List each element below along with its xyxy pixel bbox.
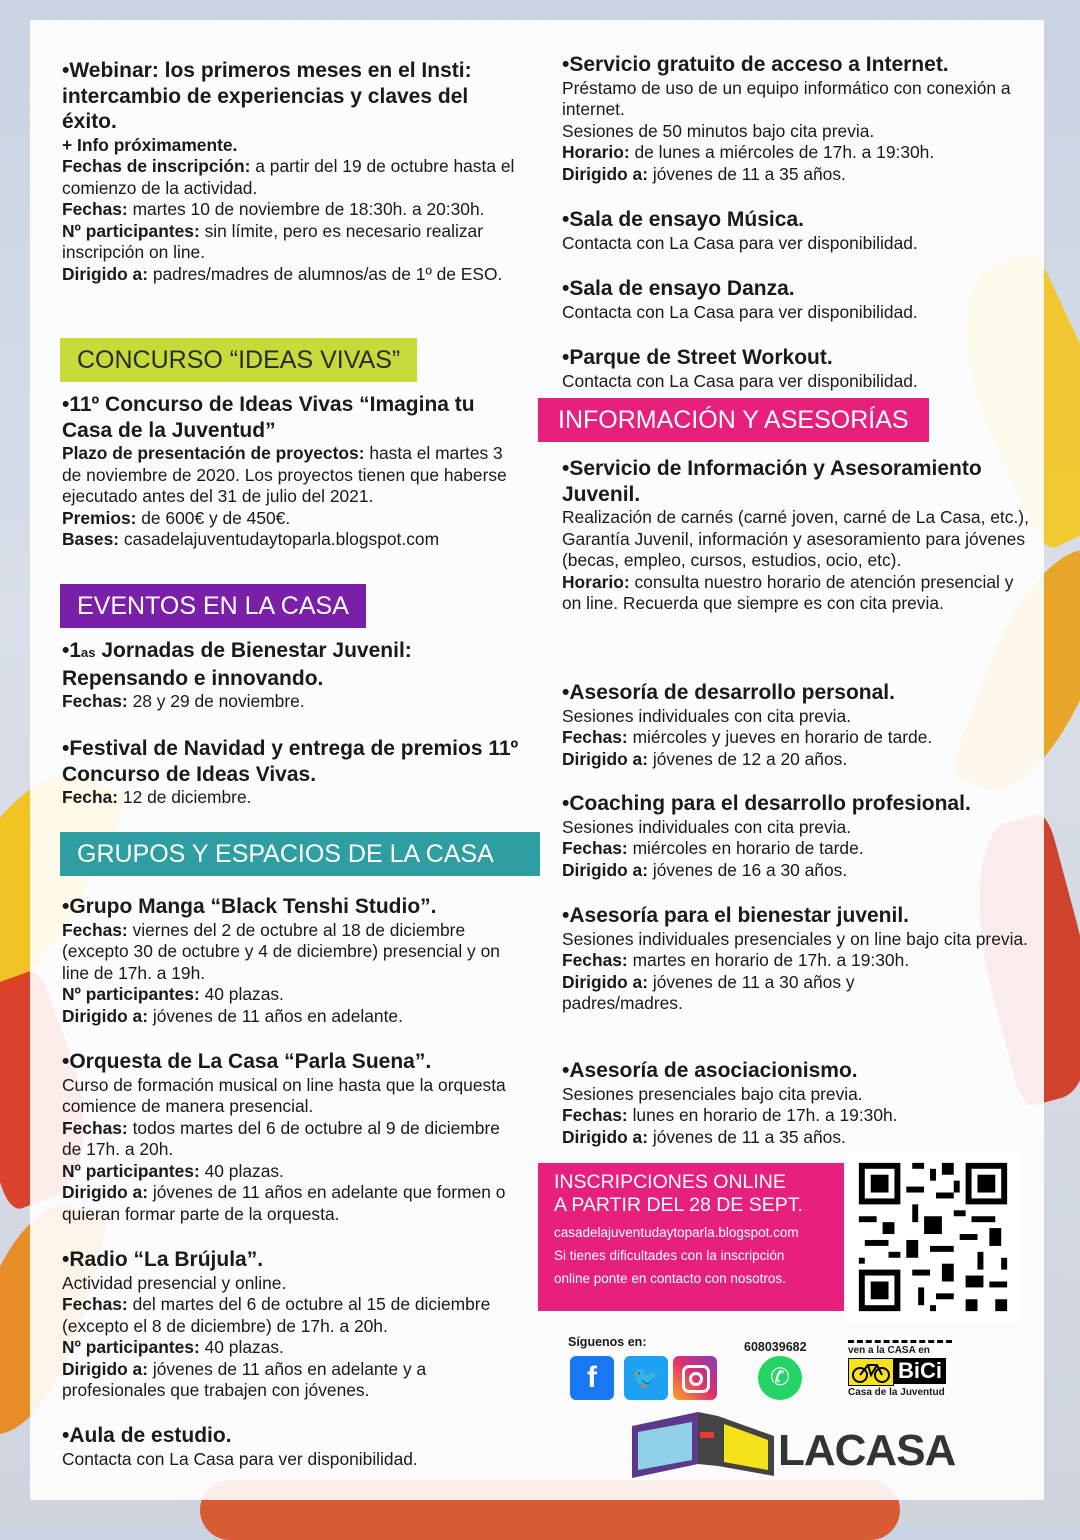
bienestar-intro: Sesiones individuales presenciales y on line bajo cita previa.	[562, 928, 1028, 949]
orquesta-line: Dirigido a: jóvenes de 11 años en adelante que formen o quieran formar parte de la orquesta.	[62, 1182, 506, 1224]
personal-line: Fechas: miércoles y jueves en horario de tarde.	[562, 727, 933, 747]
bienestar-line: Fechas: martes en horario de 17h. a 19:30h.	[562, 950, 910, 970]
orquesta-block	[62, 1049, 522, 1225]
registration-box	[538, 1163, 844, 1311]
musica-intro: Contacta con La Casa para ver disponibilidad.	[562, 232, 918, 253]
street-intro: Contacta con La Casa para ver disponibilidad.	[562, 370, 918, 391]
internet-intro2: Sesiones de 50 minutos bajo cita previa.	[562, 120, 875, 141]
radio-line: Nº participantes: 40 plazas.	[62, 1337, 284, 1357]
concurso-line: Premios: de 600€ y de 450€.	[62, 507, 291, 528]
registration-note: online ponte en contacto con nosotros.	[554, 1271, 786, 1286]
phone-number[interactable]: 608039682	[744, 1340, 807, 1354]
webinar-line: Fechas: martes 10 de noviembre de 18:30h. a 20:30h.	[62, 199, 485, 219]
festival-title: •Festival de Navidad y entrega de premios 11º Concurso de Ideas Vivas.	[62, 737, 519, 786]
internet-line: Horario: de lunes a miércoles de 17h. a 19:30h.	[562, 142, 935, 162]
registration-line1: INSCRIPCIONES ONLINE	[554, 1171, 786, 1193]
concurso-block	[62, 392, 522, 551]
section-header-eventos: EVENTOS EN LA CASA	[60, 584, 366, 628]
section-header-concurso: CONCURSO “IDEAS VIVAS”	[60, 338, 417, 382]
musica-block	[562, 207, 1032, 254]
asociacionismo-title: •Asesoría de asociacionismo.	[562, 1059, 858, 1082]
bienestar-title: •Asesoría para el bienestar juvenil.	[562, 904, 910, 927]
orquesta-intro: Curso de formación musical on line hasta que la orquesta comience de manera presencial.	[62, 1074, 506, 1116]
orquesta-line: Fechas: todos martes del 6 de octubre al 9 de diciembre de 17h. a 20h.	[62, 1117, 500, 1159]
personal-intro: Sesiones individuales con cita previa.	[562, 705, 852, 726]
bici-badge	[848, 1340, 952, 1402]
asociacionismo-block	[562, 1058, 1032, 1148]
coaching-line: Dirigido a: jóvenes de 16 a 30 años.	[562, 859, 848, 880]
registration-line2: A PARTIR DEL 28 DE SEPT.	[554, 1194, 803, 1216]
personal-title: •Asesoría de desarrollo personal.	[562, 681, 895, 704]
personal-block	[562, 680, 1032, 770]
content-panel	[30, 20, 1044, 1500]
la-casa-logo	[628, 1412, 956, 1482]
bici-label: BiCi	[894, 1358, 946, 1384]
festival-line: Fecha: 12 de diciembre.	[62, 787, 252, 807]
bici-top: ven a la CASA en	[848, 1340, 952, 1356]
coaching-title: •Coaching para el desarrollo profesional.	[562, 792, 971, 815]
servicio-block	[562, 456, 1032, 615]
registration-note: Si tienes dificultades con la inscripción	[554, 1248, 785, 1263]
section-header-grupos: GRUPOS Y ESPACIOS DE LA CASA	[60, 832, 540, 876]
street-block	[562, 345, 1032, 392]
servicio-intro: Realización de carnés (carné joven, carné de La Casa, etc.), Garantía Juvenil, información y asesoramiento para jóvenes (becas, empleo, cursos, estudios, ocio, etc).	[562, 507, 1029, 570]
whatsapp-icon[interactable]: ✆	[758, 1356, 802, 1400]
coaching-line: Fechas: miércoles en horario de tarde.	[562, 838, 864, 858]
webinar-line: Dirigido a: padres/madres de alumnos/as de 1º de ESO.	[62, 263, 503, 284]
aula-block	[62, 1423, 522, 1470]
webinar-block	[62, 58, 522, 285]
jornadas-title: •1as Jornadas de Bienestar Juvenil: Repensando e innovando.	[62, 639, 412, 690]
festival-block	[62, 736, 522, 809]
bienestar-block	[562, 903, 1032, 1015]
danza-block	[562, 276, 1032, 323]
aula-title: •Aula de estudio.	[62, 1424, 232, 1447]
logo-text: LACASA	[778, 1426, 956, 1475]
radio-title: •Radio “La Brújula”.	[62, 1248, 264, 1271]
coaching-intro: Sesiones individuales con cita previa.	[562, 816, 852, 837]
radio-intro: Actividad presencial y online.	[62, 1272, 287, 1293]
aula-intro: Contacta con La Casa para ver disponibilidad.	[62, 1448, 418, 1469]
asociacionismo-intro: Sesiones presenciales bajo cita previa.	[562, 1083, 863, 1104]
asociacionismo-line: Fechas: lunes en horario de 17h. a 19:30h.	[562, 1105, 898, 1125]
instagram-icon[interactable]	[673, 1356, 717, 1400]
servicio-line: Horario: consulta nuestro horario de atención presencial y on line. Recuerda que siempre es con cita previa.	[562, 571, 1014, 613]
webinar-line: Nº participantes: sin límite, pero es necesario realizar inscripción on line.	[62, 220, 483, 262]
facebook-icon[interactable]: f	[570, 1356, 614, 1400]
manga-line: Nº participantes: 40 plazas.	[62, 984, 284, 1004]
asociacionismo-line: Dirigido a: jóvenes de 11 a 35 años.	[562, 1126, 846, 1147]
musica-title: •Sala de ensayo Música.	[562, 208, 804, 231]
registration-url[interactable]: casadelajuventudaytoparla.blogspot.com	[554, 1225, 799, 1240]
street-title: •Parque de Street Workout.	[562, 346, 833, 369]
radio-line: Dirigido a: jóvenes de 11 años en adelante y a profesionales que trabajen con jóvenes.	[62, 1358, 427, 1400]
orquesta-line: Nº participantes: 40 plazas.	[62, 1160, 284, 1181]
bienestar-line: Dirigido a: jóvenes de 11 a 30 años y padres/madres.	[562, 971, 855, 1013]
concurso-line: Plazo de presentación de proyectos: hasta el martes 3 de noviembre de 2020. Los proyectos tienen que haberse ejecutado antes del 31 de julio del 2021.	[62, 443, 507, 506]
internet-line: Dirigido a: jóvenes de 11 a 35 años.	[562, 163, 846, 184]
manga-title: •Grupo Manga “Black Tenshi Studio”.	[62, 895, 437, 918]
radio-line: Fechas: del martes del 6 de octubre al 15 de diciembre (excepto el 8 de diciembre) de 17h. a 20h.	[62, 1294, 491, 1336]
manga-line: Fechas: viernes del 2 de octubre al 18 de diciembre (excepto 30 de octubre y 4 de diciembre) presencial y on line de 17h. a 19h.	[62, 919, 500, 983]
qr-code[interactable]	[847, 1151, 1019, 1323]
concurso-title: •11º Concurso de Ideas Vivas “Imagina tu Casa de la Juventud”	[62, 393, 475, 442]
jornadas-block	[62, 638, 522, 713]
webinar-line: Fechas de inscripción: a partir del 19 de octubre hasta el comienzo de la actividad.	[62, 156, 515, 198]
twitter-icon[interactable]: 🐦	[624, 1356, 668, 1400]
manga-block	[62, 894, 522, 1027]
concurso-line: Bases: casadelajuventudaytoparla.blogspot.com	[62, 529, 440, 549]
coaching-block	[562, 791, 1042, 881]
internet-block	[562, 52, 1032, 185]
house-icon	[628, 1412, 778, 1482]
jornadas-line: Fechas: 28 y 29 de noviembre.	[62, 691, 305, 711]
bicycle-icon	[848, 1358, 894, 1386]
webinar-info: + Info próximamente.	[62, 134, 238, 155]
follow-label: Síguenos en:	[568, 1335, 647, 1349]
servicio-title: •Servicio de Información y Asesoramiento Juvenil.	[562, 457, 982, 506]
internet-title: •Servicio gratuito de acceso a Internet.	[562, 53, 949, 76]
danza-intro: Contacta con La Casa para ver disponibilidad.	[562, 301, 918, 322]
qr-code-icon	[847, 1151, 1019, 1323]
webinar-title: •Webinar: los primeros meses en el Insti: intercambio de experiencias y claves del éxito.	[62, 59, 472, 133]
radio-block	[62, 1247, 522, 1402]
section-header-info: INFORMACIÓN Y ASESORÍAS	[538, 398, 929, 442]
manga-line: Dirigido a: jóvenes de 11 años en adelante.	[62, 1005, 403, 1026]
personal-line: Dirigido a: jóvenes de 12 a 20 años.	[562, 748, 848, 769]
internet-intro: Préstamo de uso de un equipo informático con conexión a internet.	[562, 77, 1011, 119]
danza-title: •Sala de ensayo Danza.	[562, 277, 795, 300]
bici-sub: Casa de la Juventud	[848, 1387, 945, 1398]
orquesta-title: •Orquesta de La Casa “Parla Suena”.	[62, 1050, 432, 1073]
